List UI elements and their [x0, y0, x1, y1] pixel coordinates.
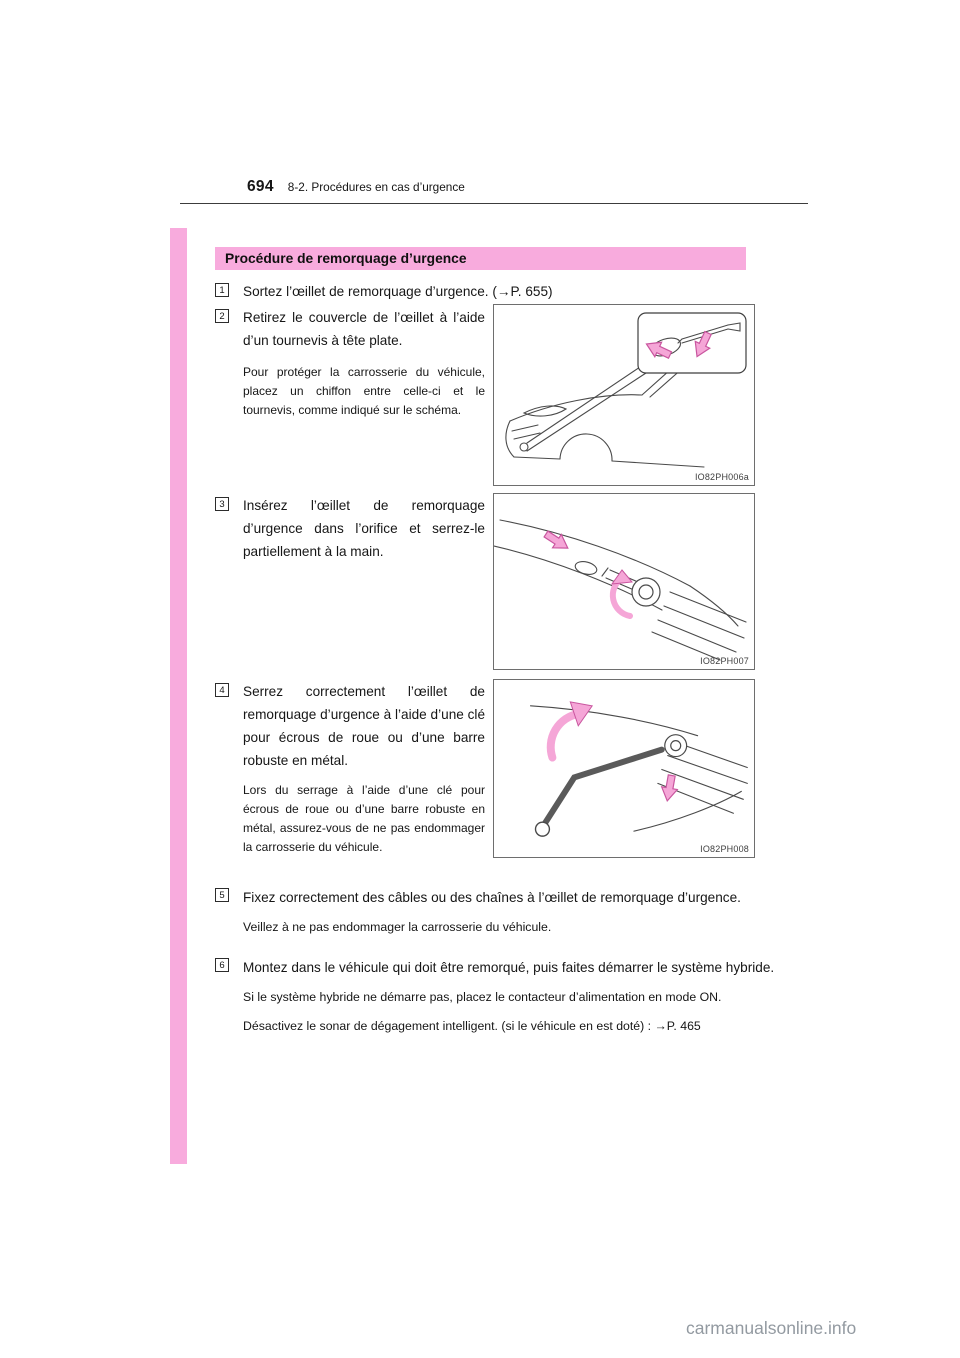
car-front-cover-removal-drawing	[494, 305, 754, 485]
step-3-number: 3	[215, 497, 229, 511]
tighten-direction-arrow-icon	[659, 774, 679, 802]
step-1-text: Sortez l’œillet de remorquage d’urgence. (→P. 655)	[243, 284, 553, 299]
step-5-note: Veillez à ne pas endommager la carrosserie du véhicule.	[243, 920, 552, 934]
step-4-text: Serrez correctement l’œillet de remorquage d’urgence à l’aide d’une clé pour écrous de roue ou d’une barre robuste en métal.	[243, 684, 485, 768]
step-3	[215, 494, 485, 563]
step-2-number: 2	[215, 309, 229, 323]
illustration-code: IO82PH006a	[694, 472, 749, 482]
step-6	[215, 955, 787, 1036]
step-3-text: Insérez l’œillet de remorquage d’urgence dans l’orifice et serrez-le partiellement à la main.	[243, 498, 485, 559]
chapter-accent-bar	[170, 228, 187, 1164]
step-5-number: 5	[215, 888, 229, 902]
step-1	[215, 280, 795, 303]
towing-eyelet	[632, 578, 660, 606]
step-1-number: 1	[215, 283, 229, 297]
procedure-title: Procédure de remorquage d’urgence	[215, 247, 746, 270]
insert-direction-arrow-icon	[542, 527, 573, 555]
step-2	[215, 306, 485, 420]
lug-wrench	[536, 750, 662, 837]
towing-eyelet-insert-drawing	[494, 494, 754, 669]
step-6-number: 6	[215, 958, 229, 972]
step-2-note: Pour protéger la carrosserie du véhicule, placez un chiffon entre celle-ci et le tournevis, comme indiqué sur le schéma.	[243, 365, 485, 417]
car-outline	[506, 358, 738, 467]
illustration-eyelet-insert	[493, 493, 755, 670]
watermark: carmanualsonline.info	[686, 1318, 857, 1338]
step-5	[215, 885, 763, 937]
step-4	[215, 680, 485, 857]
wrench-tightening-drawing	[494, 680, 754, 857]
step-4-number: 4	[215, 683, 229, 697]
illustration-eyelet-tighten	[493, 679, 755, 858]
towing-eyelet	[665, 735, 687, 757]
step-6-text: Montez dans le véhicule qui doit être remorqué, puis faites démarrer le système hybride.	[243, 960, 775, 975]
bumper-outline	[494, 520, 746, 660]
page-number: 694	[247, 178, 274, 195]
illustration-code: IO82PH007	[700, 656, 749, 666]
step-2-text: Retirez le couvercle de l’œillet à l’aide d’un tournevis à tête plate.	[243, 310, 485, 348]
page-header	[247, 178, 465, 196]
step-5-text: Fixez correctement des câbles ou des chaînes à l’œillet de remorquage d’urgence.	[243, 890, 741, 905]
inset-closeup	[638, 313, 746, 373]
section-title: 8-2. Procédures en cas d’urgence	[287, 180, 465, 194]
step-6-note-1: Si le système hybride ne démarre pas, placez le contacteur d’alimentation en mode ON.	[243, 990, 722, 1004]
turn-direction-arc	[551, 714, 579, 758]
step-6-note-2: Désactivez le sonar de dégagement intelligent. (si le véhicule en est doté) : →P. 465	[243, 1019, 701, 1033]
illustration-cover-removal	[493, 304, 755, 486]
illustration-code: IO82PH008	[700, 844, 749, 854]
header-divider	[180, 203, 808, 204]
step-4-note: Lors du serrage à l’aide d’une clé pour écrous de roue ou d’une barre robuste en métal, assurez-vous de ne pas endommager la carrosserie du véhicule.	[243, 783, 485, 854]
